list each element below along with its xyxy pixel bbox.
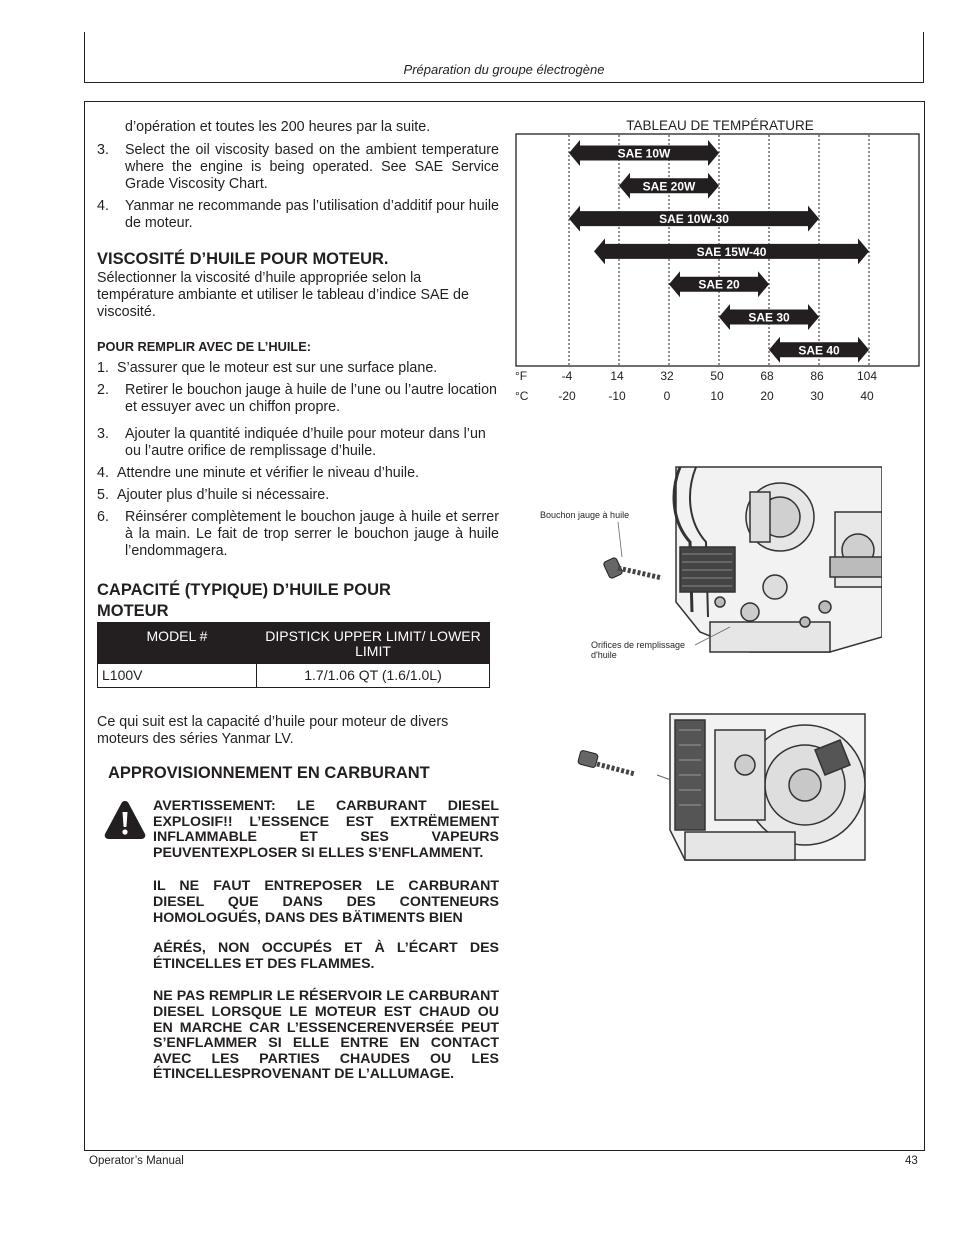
tick-label-f: 104: [856, 369, 878, 383]
list-item: [97, 382, 499, 416]
item-text: S’assurer que le moteur est sur une surface plane.: [117, 360, 438, 376]
capacity-table: [97, 622, 490, 688]
table-row: [98, 664, 490, 688]
range-bar-label: SAE 40: [798, 343, 840, 358]
chart-ticks: [558, 369, 877, 403]
table-header: DIPSTICK UPPER LIMIT/ LOWER LIMIT: [257, 623, 490, 664]
chart-title: TABLEAU DE TEMPÉRATURE: [626, 118, 814, 133]
item-number: 3.: [97, 142, 109, 158]
temperature-chart: [514, 116, 924, 406]
item-number: 6.: [97, 509, 109, 525]
dipstick-icon: [603, 557, 662, 579]
list-item: [97, 487, 499, 504]
tick-label-f: 50: [710, 369, 724, 383]
left-column: [97, 119, 499, 1083]
list-item: [97, 360, 499, 377]
item-text: Ajouter la quantité indiquée d’huile pour moteur dans l’un ou l’autre orifice de remplissage d’huile.: [125, 426, 486, 459]
dipstick-label: Bouchon jauge à huile: [540, 510, 630, 520]
fuel-heading: APPROVISIONNEMENT EN CARBURANT: [108, 764, 430, 782]
warning-paragraph: AÉRÉS, NON OCCUPÉS ET À L’ÉCART DES ÉTINCELLES ET DES FLAMMES.: [153, 940, 499, 972]
list-item: [97, 198, 499, 232]
warning-paragraph: NE PAS REMPLIR LE RÉSERVOIR LE CARBURANT DIESEL LORSQUE LE MOTEUR EST CHAUD OU EN MARCHE CAR L’ESSENCERENVERSÉE PEUT S’ENFLAMMER SI ELLE ENTRE EN CONTACT AVEC LES PARTIES CHAUDES OU LES ÉTINCELLESPROVENANT DE L’ALLUMAGE.: [153, 988, 499, 1083]
engine-image-top: [600, 462, 882, 667]
footer-manual-title: Operator’s Manual: [89, 1155, 184, 1167]
tick-label-c: 10: [710, 389, 724, 403]
range-bar-label: SAE 10W: [617, 146, 671, 161]
header-title: Préparation du groupe électrogène: [403, 62, 605, 77]
item-text: Yanmar ne recommande pas l’utilisation d’additif pour huile de moteur.: [125, 198, 499, 231]
warning-paragraph: IL NE FAUT ENTREPOSER LE CARBURANT DIESEL QUE DANS DES CONTENEURS HOMOLOGUÉS, DANS DES BÄTIMENTS BIEN: [153, 878, 499, 926]
fuel-warning: [97, 799, 499, 1083]
fill-port-label-line-1: Orifices de remplissage: [591, 640, 686, 650]
fill-port-label: [591, 640, 685, 660]
list-item: [97, 465, 499, 482]
item-number: 5.: [97, 487, 109, 503]
item-number: 2.: [97, 382, 109, 398]
tick-label-f: 68: [760, 369, 774, 383]
fill-port-label-line-2: d'huile: [591, 650, 617, 660]
fill-heading: POUR REMPLIR AVEC DE L’HUILE:: [97, 339, 312, 354]
table-cell: 1.7/1.06 QT (1.6/1.0L): [257, 664, 490, 688]
item-number: 1.: [97, 360, 109, 376]
capacity-heading: [97, 580, 499, 622]
item-number: 4.: [97, 465, 109, 481]
tick-label-c: 40: [860, 389, 874, 403]
item-text: Attendre une minute et vérifier le niveau d’huile.: [117, 465, 420, 481]
page-header: [84, 32, 924, 83]
tick-label-f: 14: [610, 369, 624, 383]
list-item: [97, 142, 499, 193]
celsius-label: °C: [515, 389, 529, 403]
range-bar-label: SAE 20: [698, 277, 740, 292]
tick-label-f: 32: [660, 369, 674, 383]
warning-paragraph: AVERTISSEMENT: LE CARBURANT DIESEL EXPLOSIF!! L’ESSENCE EST EXTRËMEMENT INFLAMMABLE ET SES VAPEURS PEUVENTEXPLOSER SI ELLES S’ENFLAMMENT.: [153, 798, 499, 861]
item-text: Ajouter plus d’huile si nécessaire.: [117, 487, 330, 503]
tick-label-c: 30: [810, 389, 824, 403]
viscosity-text: Sélectionner la viscosité d’huile appropriée selon la température ambiante et utiliser le tableau d’indice SAE de viscosité.: [97, 270, 469, 320]
item-number: 4.: [97, 198, 109, 214]
viscosity-heading: VISCOSITÉ D’HUILE POUR MOTEUR.: [97, 250, 389, 268]
item-text: Réinsérer complètement le bouchon jauge à huile et serrer à la main. Le fait de trop serrer le bouchon jauge à huile l’endommagera.: [125, 509, 499, 559]
item-number: 3.: [97, 426, 109, 442]
fahrenheit-label: °F: [515, 369, 528, 383]
page-number: 43: [905, 1155, 918, 1167]
table-cell: L100V: [98, 664, 257, 688]
range-bar-label: SAE 10W-30: [659, 212, 729, 227]
table-header: MODEL #: [98, 623, 257, 664]
tick-label-c: 0: [663, 389, 671, 403]
tick-label-c: 20: [760, 389, 774, 403]
tick-label-f: -4: [561, 369, 573, 383]
engine-image-bottom: [575, 710, 870, 865]
range-bar-label: SAE 15W-40: [696, 244, 767, 259]
capacity-heading-line-1: CAPACITÉ (TYPIQUE) D’HUILE POUR: [97, 581, 391, 599]
list-item: [97, 509, 499, 560]
list-item: [97, 426, 499, 460]
range-bar-label: SAE 30: [748, 310, 790, 325]
table-header-row: [98, 623, 490, 664]
tick-label-c: -20: [558, 389, 576, 403]
range-bar-label: SAE 20W: [642, 179, 696, 194]
tick-label-f: 86: [810, 369, 824, 383]
warning-triangle-icon: [103, 799, 147, 841]
item-text: Retirer le bouchon jauge à huile de l’une ou l’autre location et essuyer avec un chiffon propre.: [125, 382, 497, 415]
paragraph-top: d’opération et toutes les 200 heures par la suite.: [125, 119, 431, 135]
capacity-heading-line-2: MOTEUR: [97, 602, 169, 620]
tick-label-c: -10: [608, 389, 626, 403]
dipstick-icon: [577, 750, 635, 774]
capacity-note: Ce qui suit est la capacité d’huile pour moteur de divers moteurs des séries Yanmar LV.: [97, 714, 449, 747]
item-text: Select the oil viscosity based on the ambient temperature where the engine is being operated. See SAE Service Grade Viscosity Chart.: [125, 142, 499, 192]
